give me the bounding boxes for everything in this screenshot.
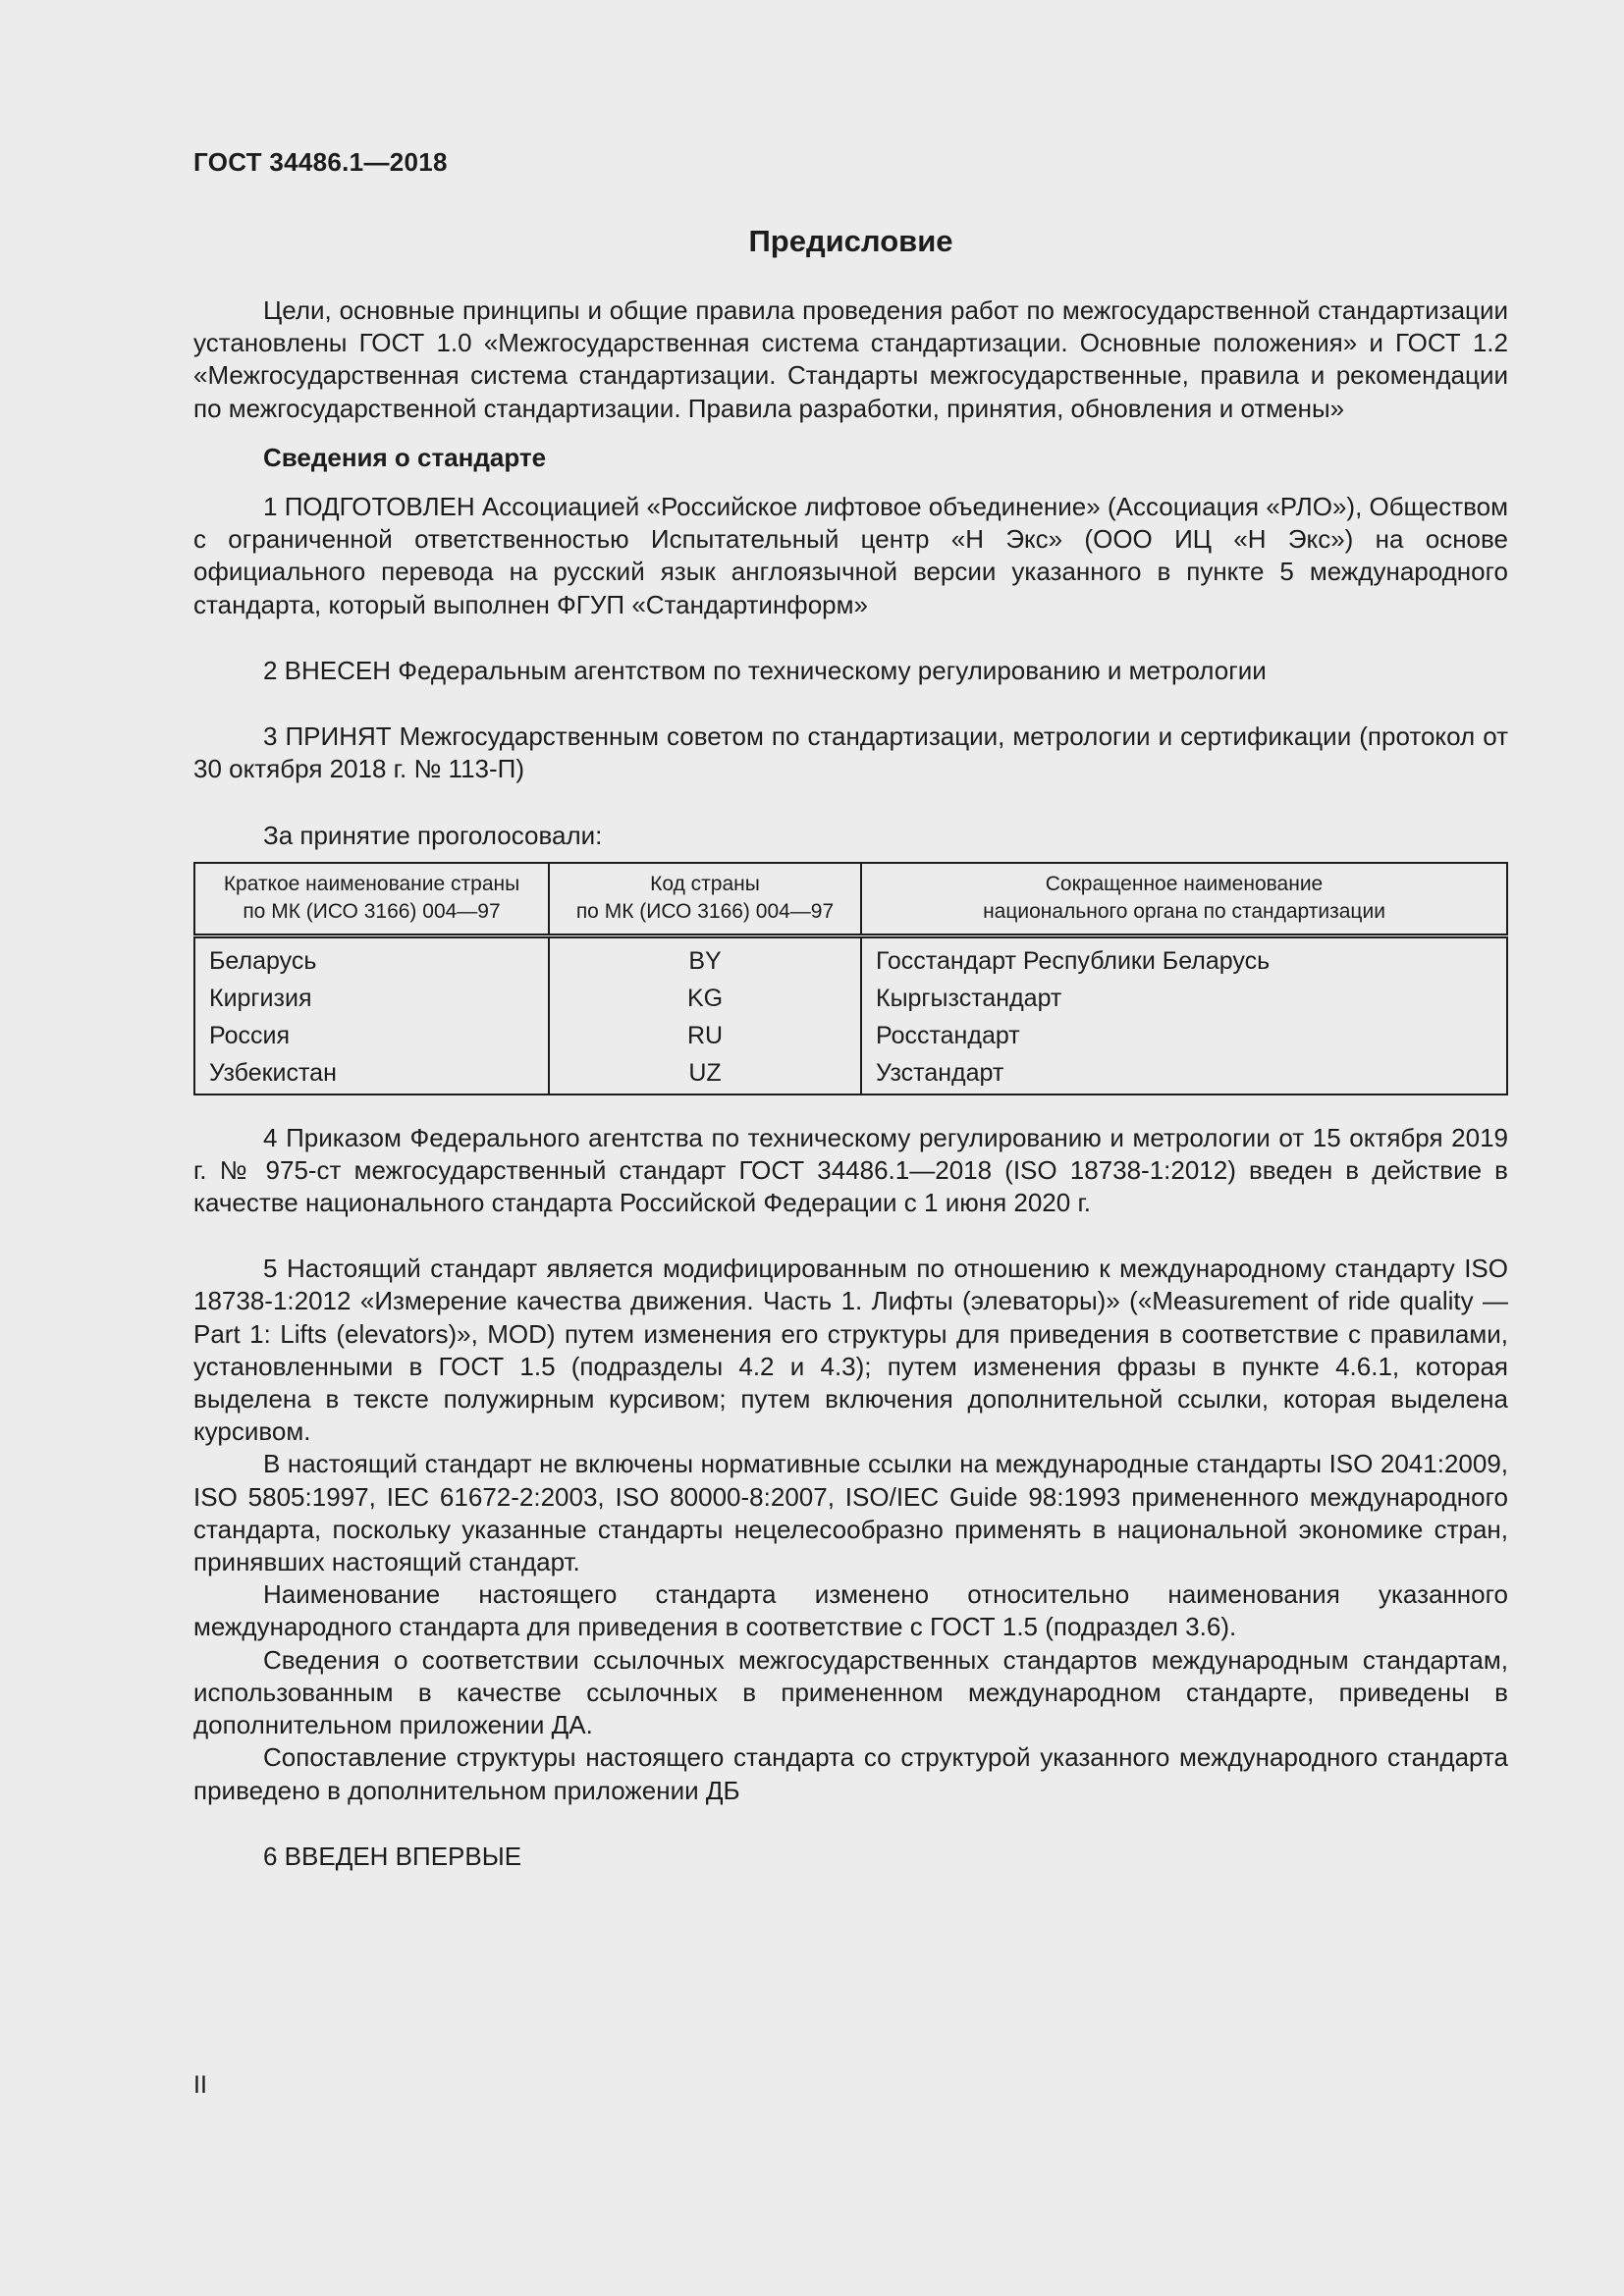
item-5-appendix-da-paragraph: Сведения о соответствии ссылочных межгосударственных стандартов международным стандартам, использованным в качестве ссылочных в примененном международном стандарте, приведены в дополнительном приложении ДА. <box>193 1644 1508 1740</box>
item-6-introduced: 6 ВВЕДЕН ВПЕРВЫЕ <box>263 1841 522 1871</box>
cell-country: Беларусь <box>209 946 317 975</box>
cell-code: RU <box>549 1017 861 1054</box>
voting-countries-table <box>193 862 1508 1095</box>
table-row <box>194 935 1507 980</box>
info-heading: Сведения о стандарте <box>263 442 547 472</box>
table-row <box>194 1054 1507 1095</box>
cell-code: BY <box>549 935 861 980</box>
cell-code: UZ <box>549 1054 861 1095</box>
cell-body: Госстандарт Республики Беларусь <box>861 935 1507 980</box>
header-country-name: Краткое наименование страны по МК (ИСО 3166) 004—97 <box>194 863 549 936</box>
item-2-submitted: 2 ВНЕСЕН Федеральным агентством по техническому регулированию и метрологии <box>263 655 1267 685</box>
cell-body: Кыргызстандарт <box>861 980 1507 1017</box>
item-1-prepared: 1 ПОДГОТОВЛЕН Ассоциацией «Российское лифтовое объединение» (Ассоциация «РЛО»), Обществом с ограниченной ответственностью Испытательный центр «Н Экс» (ООО ИЦ «Н Экс») на основе официального перевода на русский язык англоязычной версии указанного в пункте 5 международного стандарта, который выполнен ФГУП «Стандартинформ» <box>193 492 1508 619</box>
item-5-modified: 5 Настоящий стандарт является модифицированным по отношению к международному стандарту ISO 18738-1:2012 «Измерение качества движения. Часть 1. Лифты (элеваторы)» («Measurement of ride quality — Part 1: Lifts (elevators)», MOD) путем изменения его структуры для приведения в соответствие с правилами, установленными в ГОСТ 1.5 (подразделы 4.2 и 4.3); путем изменения фразы в пункте 4.6.1, которая выделена в тексте полужирным курсивом; путем включения дополнительной ссылки, которая выделена курсивом. <box>193 1254 1508 1447</box>
page-title: Предисловие <box>748 224 953 258</box>
foreword-body <box>193 294 1508 1873</box>
cell-code: KG <box>549 980 861 1017</box>
item-5-title-paragraph: Наименование настоящего стандарта изменено относительно наименования указанного международного стандарта для приведения в соответствие с ГОСТ 1.5 (подраздел 3.6). <box>193 1579 1508 1642</box>
header-country-code: Код страны по МК (ИСО 3166) 004—97 <box>549 863 861 936</box>
document-header: ГОСТ 34486.1—2018 <box>193 147 448 177</box>
cell-country: Россия <box>209 1021 290 1049</box>
table-row <box>194 1017 1507 1054</box>
item-5-appendix-db-paragraph: Сопоставление структуры настоящего стандарта со структурой указанного международного стандарта приведено в дополнительном приложении ДБ <box>193 1742 1508 1805</box>
cell-country: Узбекистан <box>209 1058 337 1087</box>
cell-country: Киргизия <box>209 984 312 1012</box>
table-header-row <box>194 863 1507 936</box>
item-3-adopted: 3 ПРИНЯТ Межгосударственным советом по стандартизации, метрологии и сертификации (протокол от 30 октября 2018 г. № 113-П) <box>193 721 1508 784</box>
intro-paragraph: Цели, основные принципы и общие правила проведения работ по межгосударственной стандартизации установлены ГОСТ 1.0 «Межгосударственная система стандартизации. Основные положения» и ГОСТ 1.2 «Межгосударственная система стандартизации. Стандарты межгосударственные, правила и рекомендации по межгосударственной стандартизации. Правила разработки, принятия, обновления и отмены» <box>193 295 1508 423</box>
voted-label: За принятие проголосовали: <box>263 821 603 851</box>
document-page <box>193 0 1508 2296</box>
item-4-order: 4 Приказом Федерального агентства по техническому регулированию и метрологии от 15 октября 2019 г. № 975-ст межгосударственный стандарт ГОСТ 34486.1—2018 (ISO 18738-1:2012) введен в действие в качестве национального стандарта Российской Федерации с 1 июня 2020 г. <box>193 1122 1508 1218</box>
page-number: II <box>193 2071 207 2099</box>
table-row <box>194 980 1507 1017</box>
cell-body: Росстандарт <box>861 1017 1507 1054</box>
header-standards-body: Сокращенное наименование национального органа по стандартизации <box>861 863 1507 936</box>
item-5-references-paragraph: В настоящий стандарт не включены нормативные ссылки на международные стандарты ISO 2041:2009, ISO 5805:1997, IEC 61672-2:2003, ISO 80000-8:2007, ISO/IEC Guide 98:1993 примененного международного стандарта, поскольку указанные стандарты нецелесообразно применять в национальной экономике стран, принявших настоящий стандарт. <box>193 1449 1508 1577</box>
cell-body: Узстандарт <box>861 1054 1507 1095</box>
